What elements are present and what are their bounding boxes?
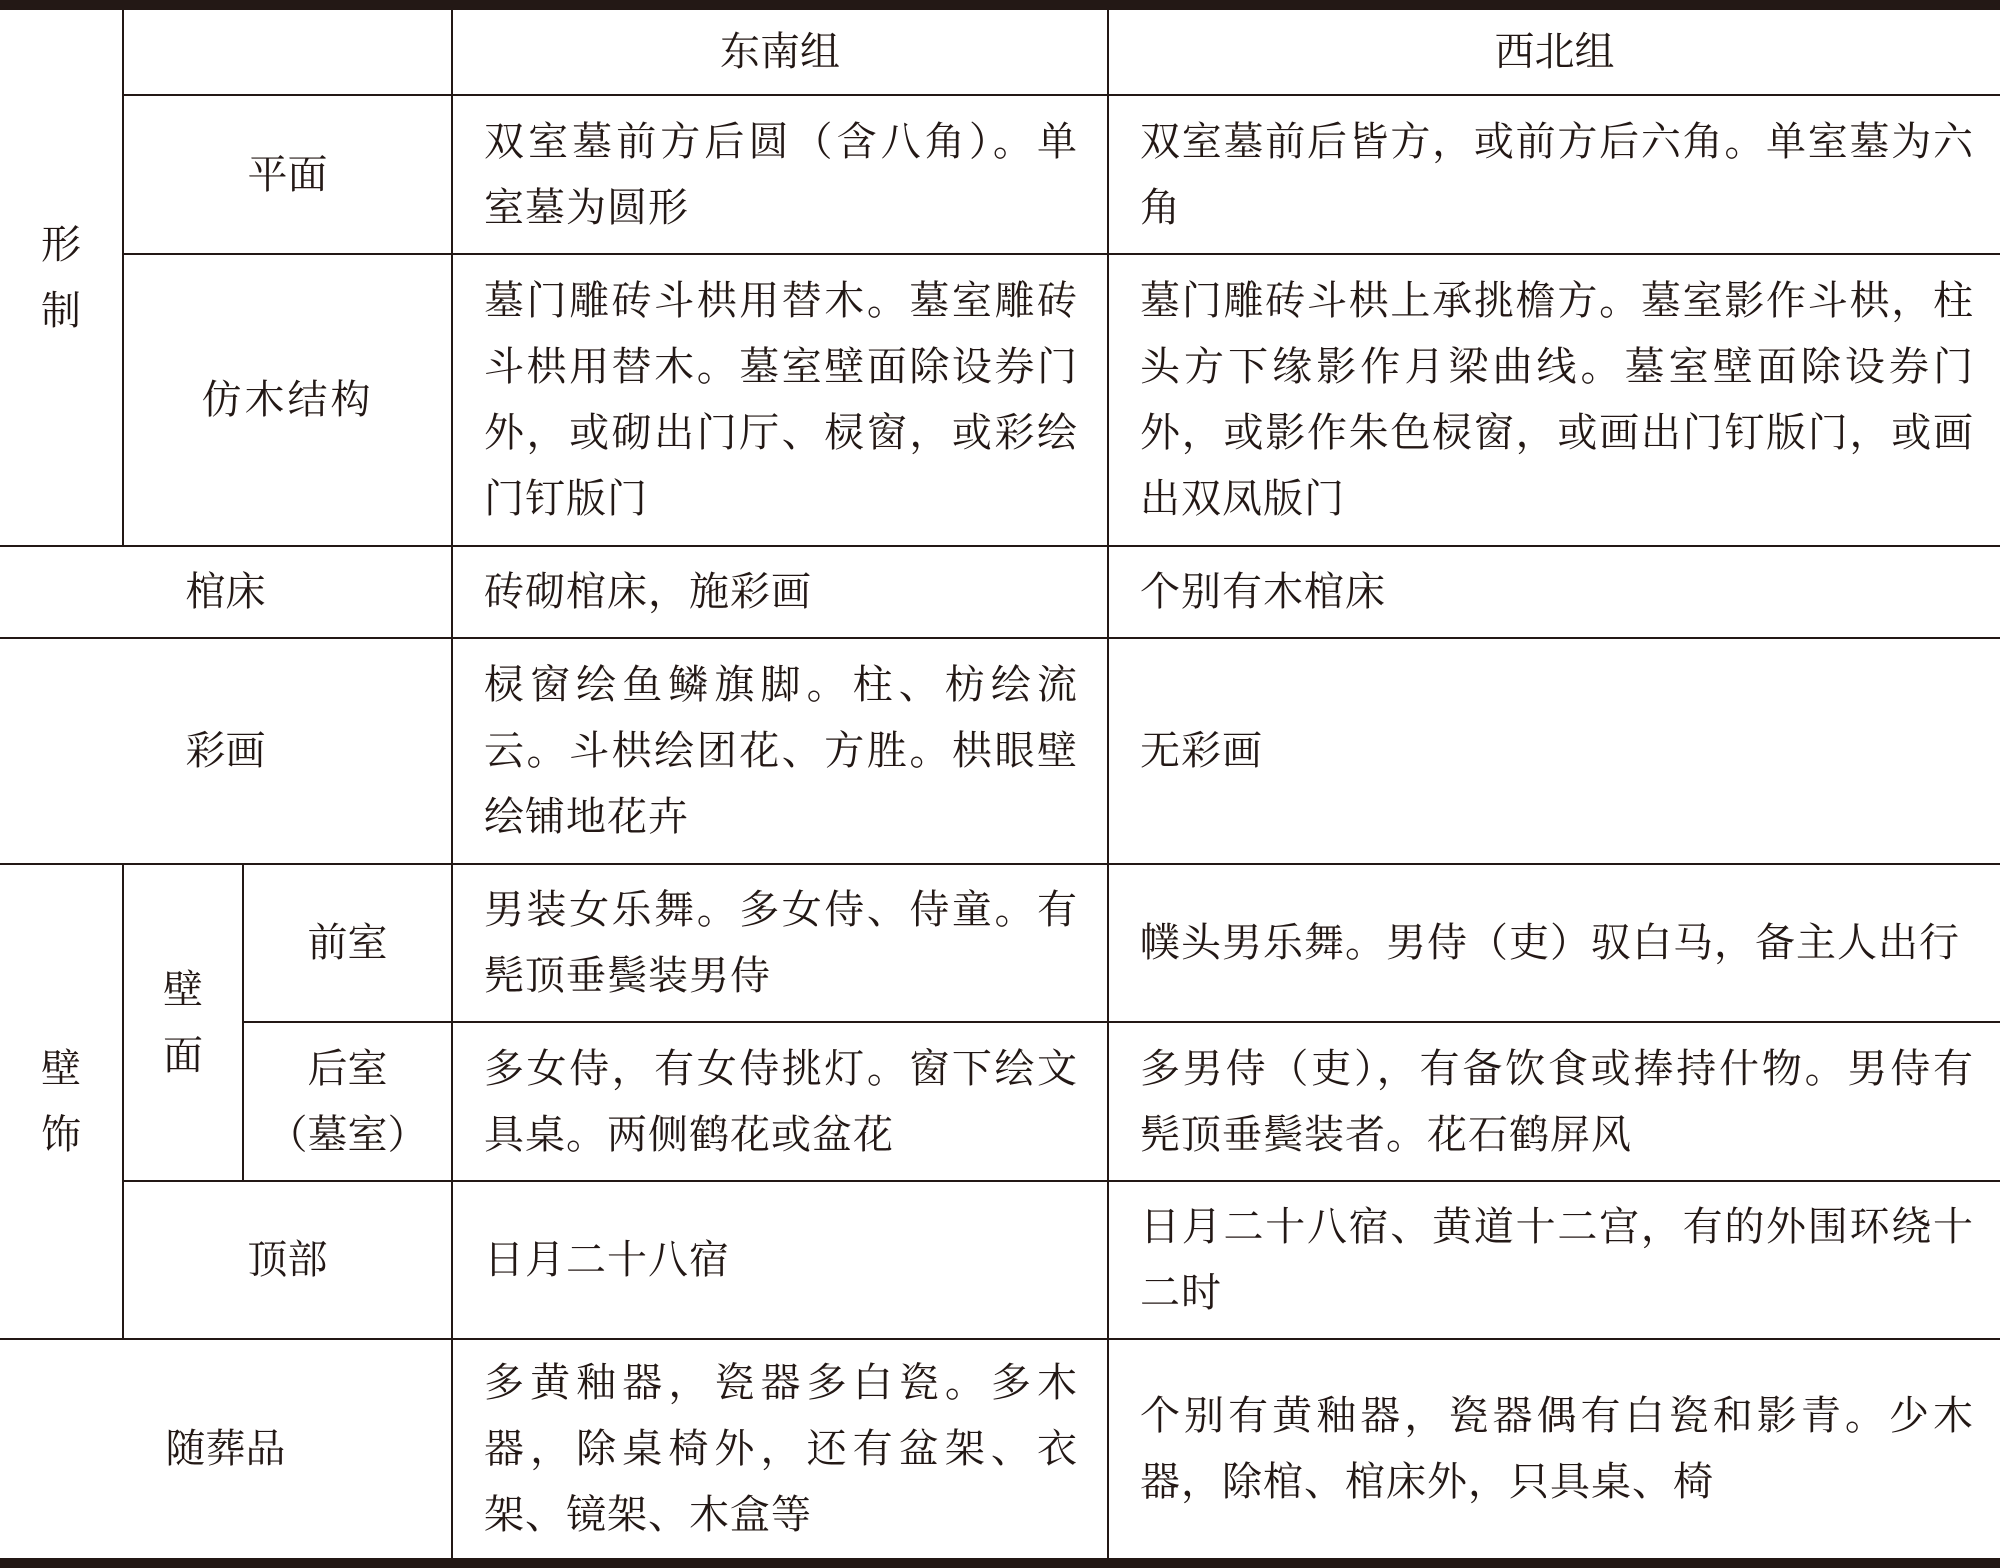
cell-guanchuang-southeast: 砖砌棺床，施彩画: [484, 569, 812, 615]
cell-qianshi-southeast: 男装女乐舞。多女侍、侍童。有髡顶垂鬓装男侍: [484, 887, 1078, 999]
header-northwest: 西北组: [1494, 29, 1615, 75]
row-label-pingmian: 平面: [247, 151, 328, 198]
cell-pingmian-northwest: 双室墓前后皆方，或前方后六角。单室墓为六角: [1140, 118, 1974, 231]
row-label-suizang: 随葬品: [165, 1426, 286, 1472]
table-bottom-border: [0, 1558, 2000, 1568]
group-label-bishi: 壁饰: [41, 1045, 81, 1158]
group-label-xingzhi: 形制: [41, 221, 81, 334]
row-label-dingbu: 顶部: [247, 1237, 328, 1283]
grid-line: [1107, 10, 1109, 1558]
row-label-houshi-line1: 后室: [307, 1045, 388, 1092]
cell-fangmu-southeast: 墓门雕砖斗栱用替木。墓室雕砖斗栱用替木。墓室壁面除设券门外，或砌出门厅、棂窗，或彩绘门钉版门: [484, 278, 1078, 522]
row-label-houshi: [244, 1023, 451, 1180]
row-label-houshi-line2: （墓室）: [267, 1111, 428, 1158]
cell-houshi-northwest: 多男侍（吏），有备饮食或捧持什物。男侍有髡顶垂鬓装者。花石鹤屏风: [1140, 1045, 1974, 1158]
cell-caihua-southeast: 棂窗绘鱼鳞旗脚。柱、枋绘流云。斗栱绘团花、方胜。栱眼壁绘铺地花卉: [484, 662, 1078, 840]
cell-pingmian-southeast: 双室墓前方后圆（含八角）。单室墓为圆形: [484, 118, 1078, 231]
cell-houshi-southeast: 多女侍，有女侍挑灯。窗下绘文具桌。两侧鹤花或盆花: [484, 1045, 1078, 1158]
cell-qianshi-northwest: 幞头男乐舞。男侍（吏）驭白马，备主人出行: [1140, 920, 1960, 966]
cell-fangmu-northwest: 墓门雕砖斗栱上承挑檐方。墓室影作斗栱，柱头方下缘影作月梁曲线。墓室壁面除设券门外，或影作朱色棂窗，或画出门钉版门，或画出双凤版门: [1140, 278, 1974, 522]
cell-suizang-southeast: 多黄釉器，瓷器多白瓷。多木器，除桌椅外，还有盆架、衣架、镜架、木盒等: [484, 1360, 1078, 1538]
row-label-qianshi: 前室: [307, 920, 388, 966]
header-southeast: 东南组: [720, 29, 840, 75]
subgroup-label-bimian: 壁面: [163, 966, 203, 1079]
cell-suizang-northwest: 个别有黄釉器，瓷器偶有白瓷和影青。少木器，除棺、棺床外，只具桌、椅: [1140, 1393, 1974, 1505]
row-label-fangmu: 仿木结构: [201, 377, 374, 423]
cell-dingbu-northwest: 日月二十八宿、黄道十二宫，有的外围环绕十二时: [1140, 1204, 1974, 1316]
row-label-guanchuang: 棺床: [185, 569, 266, 615]
cell-caihua-northwest: 无彩画: [1140, 728, 1263, 774]
table-top-border: [0, 0, 2000, 10]
cell-dingbu-southeast: 日月二十八宿: [484, 1237, 730, 1283]
row-label-caihua: 彩画: [185, 728, 266, 774]
cell-guanchuang-northwest: 个别有木棺床: [1140, 569, 1386, 615]
grid-line: [451, 10, 453, 1558]
